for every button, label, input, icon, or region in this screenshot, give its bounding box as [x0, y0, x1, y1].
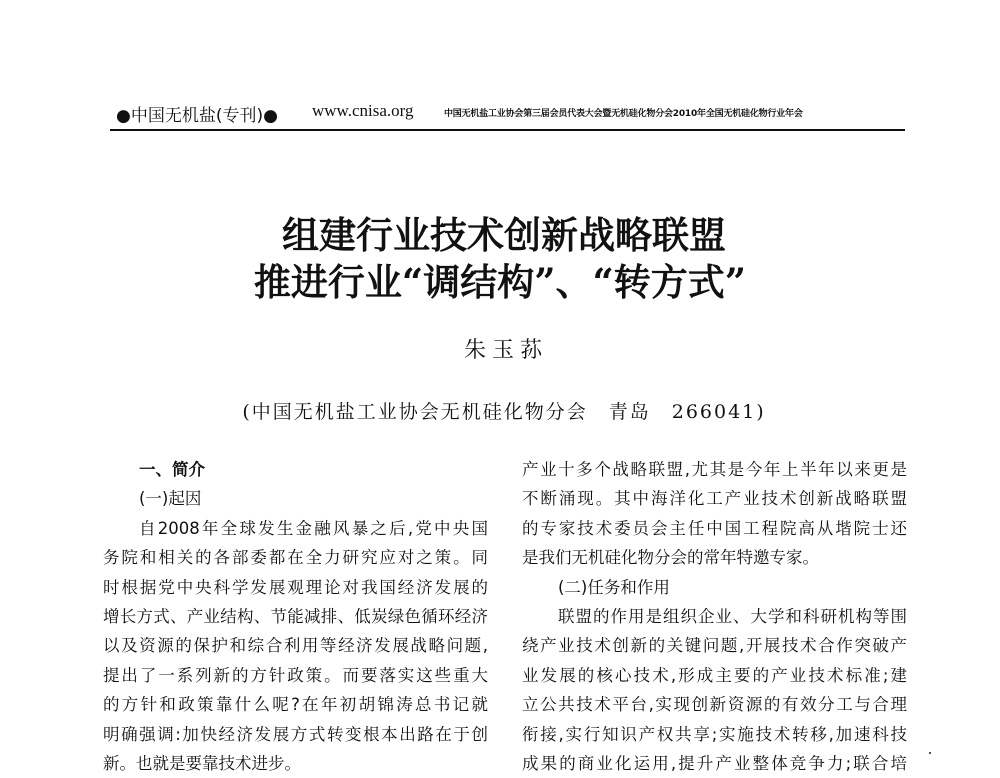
text-line: 增长方式、产业结构、节能减排、低炭绿色循环经济 [103, 606, 488, 626]
text-line: 自2008年全球发生金融风暴之后,党中央国 [139, 518, 488, 538]
header-divider [110, 129, 905, 131]
scan-speck [929, 752, 931, 754]
section-heading: 一、简介 [139, 460, 205, 479]
text-line: 是我们无机硅化物分会的常年特邀专家。 [522, 548, 819, 568]
author-affiliation: (中国无机盐工业协会无机硅化物分会 青岛 266041) [242, 401, 766, 423]
journal-url[interactable]: www.cnisa.org [312, 101, 414, 120]
text-line: 立公共技术平台,实现创新资源的有效分工与合理 [522, 695, 907, 715]
text-line: 产业十多个战略联盟,尤其是今年上半年以来更是 [522, 460, 907, 479]
text-line: 衔接,实行知识产权共享;实施技术转移,加速科技 [522, 724, 907, 744]
text-line: 成果的商业化运用,提升产业整体竞争力;联合培 [522, 753, 907, 773]
text-line: 新。也就是要靠技术进步。 [103, 753, 301, 773]
text-line: 绕产业技术创新的关键问题,开展技术合作突破产 [522, 636, 907, 656]
right-text-column [522, 455, 907, 778]
journal-name: ●中国无机盐(专刊)● [116, 106, 278, 126]
text-line: 时根据党中央科学发展观理论对我国经济发展的 [103, 577, 488, 597]
subsection-heading: (一)起因 [139, 489, 202, 509]
author-name: 朱玉荪 [463, 338, 548, 363]
left-text-column [103, 455, 488, 778]
text-line: 明确强调:加快经济发展方式转变根本出路在于创 [103, 724, 488, 744]
article-title-line-2: 推进行业“调结构”、“转方式” [253, 260, 747, 304]
text-line: 的专家技术委员会主任中国工程院高从堦院士还 [522, 518, 907, 538]
text-line: 提出了一系列新的方针政策。而要落实这些重大 [103, 665, 488, 685]
text-line: 以及资源的保护和综合利用等经济发展战略问题, [103, 636, 488, 656]
subsection-heading: (二)任务和作用 [558, 577, 670, 597]
text-line: 务院和相关的各部委都在全力研究应对之策。同 [103, 548, 488, 568]
text-line: 联盟的作用是组织企业、大学和科研机构等围 [558, 606, 907, 626]
text-line: 业发展的核心技术,形成主要的产业技术标准;建 [522, 665, 907, 685]
meeting-caption: 中国无机盐工业协会第三届会员代表大会暨无机硅化物分会2010年全国无机硅化物行业年会 [444, 109, 803, 119]
text-line: 的方针和政策靠什么呢?在年初胡锦涛总书记就 [103, 695, 488, 715]
text-line: 不断涌现。其中海洋化工产业技术创新战略联盟 [522, 489, 907, 509]
article-title-line-1: 组建行业技术创新战略联盟 [282, 213, 726, 257]
